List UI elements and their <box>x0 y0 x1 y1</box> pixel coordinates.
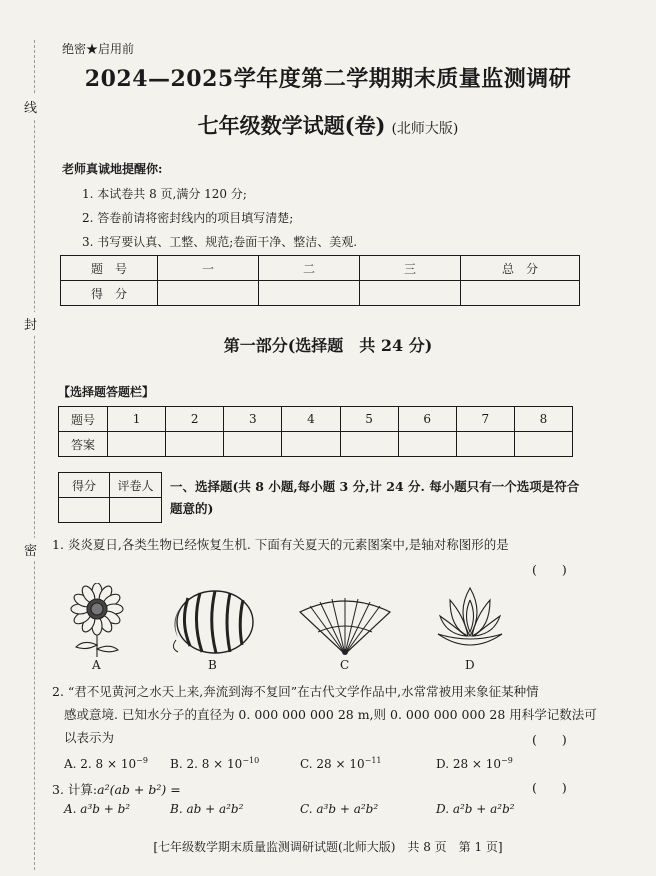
answer-paren[interactable]: ( ) <box>532 562 567 577</box>
watermelon-icon <box>168 588 256 658</box>
grader-table <box>58 472 162 523</box>
answer-table <box>58 406 573 457</box>
answer-header-label: 题号 <box>59 407 108 432</box>
option-b-exponent: −10 <box>242 756 260 765</box>
binding-line <box>34 40 35 870</box>
option-c <box>300 756 382 771</box>
option-d-text: D. 28 × 10 <box>436 757 502 771</box>
subtitle-text: 七年级数学试题(卷) <box>197 113 386 138</box>
sunflower-icon <box>64 583 130 657</box>
answer-paren[interactable]: ( ) <box>532 780 567 795</box>
option-label-b: B <box>208 658 217 672</box>
part-one-title: 第一部分(选择题 共 24 分) <box>223 336 433 355</box>
answer-number: 2 <box>166 407 224 432</box>
option-d-exponent: −9 <box>501 756 513 765</box>
answer-input-cell[interactable] <box>340 432 398 457</box>
answer-bar-label: 【选择题答题栏】 <box>58 385 155 399</box>
option-b: B. ab + a²b² <box>170 802 244 816</box>
binding-mark-line: 线 <box>24 95 37 118</box>
question-3-text <box>52 778 181 801</box>
option-a-text: A. 2. 8 × 10 <box>64 757 137 771</box>
option-label-a: A <box>92 658 101 672</box>
lotus-icon <box>432 586 508 658</box>
notice-item: 1. 本试卷共 8 页,满分 120 分; <box>82 187 247 201</box>
answer-number: 7 <box>456 407 514 432</box>
score-input-cell[interactable] <box>360 281 461 306</box>
question-1-text: 1. 炎炎夏日,各类生物已经恢复生机. 下面有关夏天的元素图案中,是轴对称图形的是 <box>52 537 509 552</box>
reminder-heading: 老师真诚地提醒你: <box>62 162 163 176</box>
score-header-cell: 总 分 <box>461 256 580 281</box>
edition-text: (北师大版) <box>391 121 459 137</box>
grader-reviewer-cell[interactable] <box>110 498 162 523</box>
notice-item: 3. 书写要认真、工整、规范;卷面干净、整洁、美观. <box>82 235 358 249</box>
answer-row-label: 答案 <box>59 432 108 457</box>
answer-input-cell[interactable] <box>224 432 282 457</box>
grader-score-label: 得分 <box>59 473 110 498</box>
option-a-exponent: −9 <box>136 756 148 765</box>
page-footer: [七年级数学期末质量监测调研试题(北师大版) 共 8 页 第 1 页] <box>153 840 503 854</box>
answer-input-cell[interactable] <box>108 432 166 457</box>
section-one-note: 一、选择题(共 8 小题,每小题 3 分,计 24 分. 每小题只有一个选项是符合题意的) <box>170 479 580 516</box>
option-c-exponent: −11 <box>364 756 382 765</box>
confidential-label: 绝密★启用前 <box>62 42 135 56</box>
option-b-text: B. 2. 8 × 10 <box>170 757 243 771</box>
answer-number: 5 <box>340 407 398 432</box>
answer-number: 1 <box>108 407 166 432</box>
option-label-c: C <box>340 658 350 672</box>
exam-title: 2024—2025学年度第二学期期末质量监测调研 <box>84 66 572 92</box>
score-input-cell[interactable] <box>158 281 259 306</box>
answer-input-cell[interactable] <box>456 432 514 457</box>
question-2-line: 以表示为 <box>64 730 115 745</box>
answer-paren[interactable]: ( ) <box>532 732 567 747</box>
question-3-prefix: 3. 计算: <box>52 782 98 797</box>
question-3-expression: a²(ab + b²) = <box>97 782 181 797</box>
answer-number: 4 <box>282 407 340 432</box>
answer-number: 3 <box>224 407 282 432</box>
notice-item: 2. 答卷前请将密封线内的项目填写清楚; <box>82 211 294 225</box>
option-label-d: D <box>465 658 475 672</box>
grader-reviewer-label: 评卷人 <box>110 473 162 498</box>
option-d <box>436 756 513 771</box>
answer-input-cell[interactable] <box>282 432 340 457</box>
option-c-text: C. 28 × 10 <box>300 757 365 771</box>
question-2-line: 感或意境. 已知水分子的直径为 0. 000 000 000 28 m,则 0. 000 000 000 28 用科学记数法可 <box>64 707 597 722</box>
answer-number: 6 <box>398 407 456 432</box>
score-row-label: 得 分 <box>61 281 158 306</box>
option-a: A. a³b + b² <box>64 802 131 816</box>
score-header-cell: 题 号 <box>61 256 158 281</box>
folding-fan-icon <box>296 596 394 658</box>
binding-mark-seal: 封 <box>24 312 37 335</box>
answer-number: 8 <box>514 407 572 432</box>
question-2-line: 2. “君不见黄河之水天上来,奔流到海不复回”在古代文学作品中,水常常被用来象征某种情 <box>52 684 539 699</box>
score-input-cell[interactable] <box>259 281 360 306</box>
option-d: D. a²b + a²b² <box>436 802 515 816</box>
score-input-cell[interactable] <box>461 281 580 306</box>
answer-input-cell[interactable] <box>514 432 572 457</box>
option-c: C. a³b + a²b² <box>300 802 379 816</box>
score-header-cell: 三 <box>360 256 461 281</box>
score-table <box>60 255 580 306</box>
binding-mark-secret: 密 <box>24 538 37 561</box>
answer-input-cell[interactable] <box>166 432 224 457</box>
score-header-cell: 一 <box>158 256 259 281</box>
option-a <box>64 756 148 771</box>
answer-input-cell[interactable] <box>398 432 456 457</box>
score-header-cell: 二 <box>259 256 360 281</box>
exam-subtitle <box>0 110 656 140</box>
grader-score-cell[interactable] <box>59 498 110 523</box>
option-b <box>170 756 259 771</box>
